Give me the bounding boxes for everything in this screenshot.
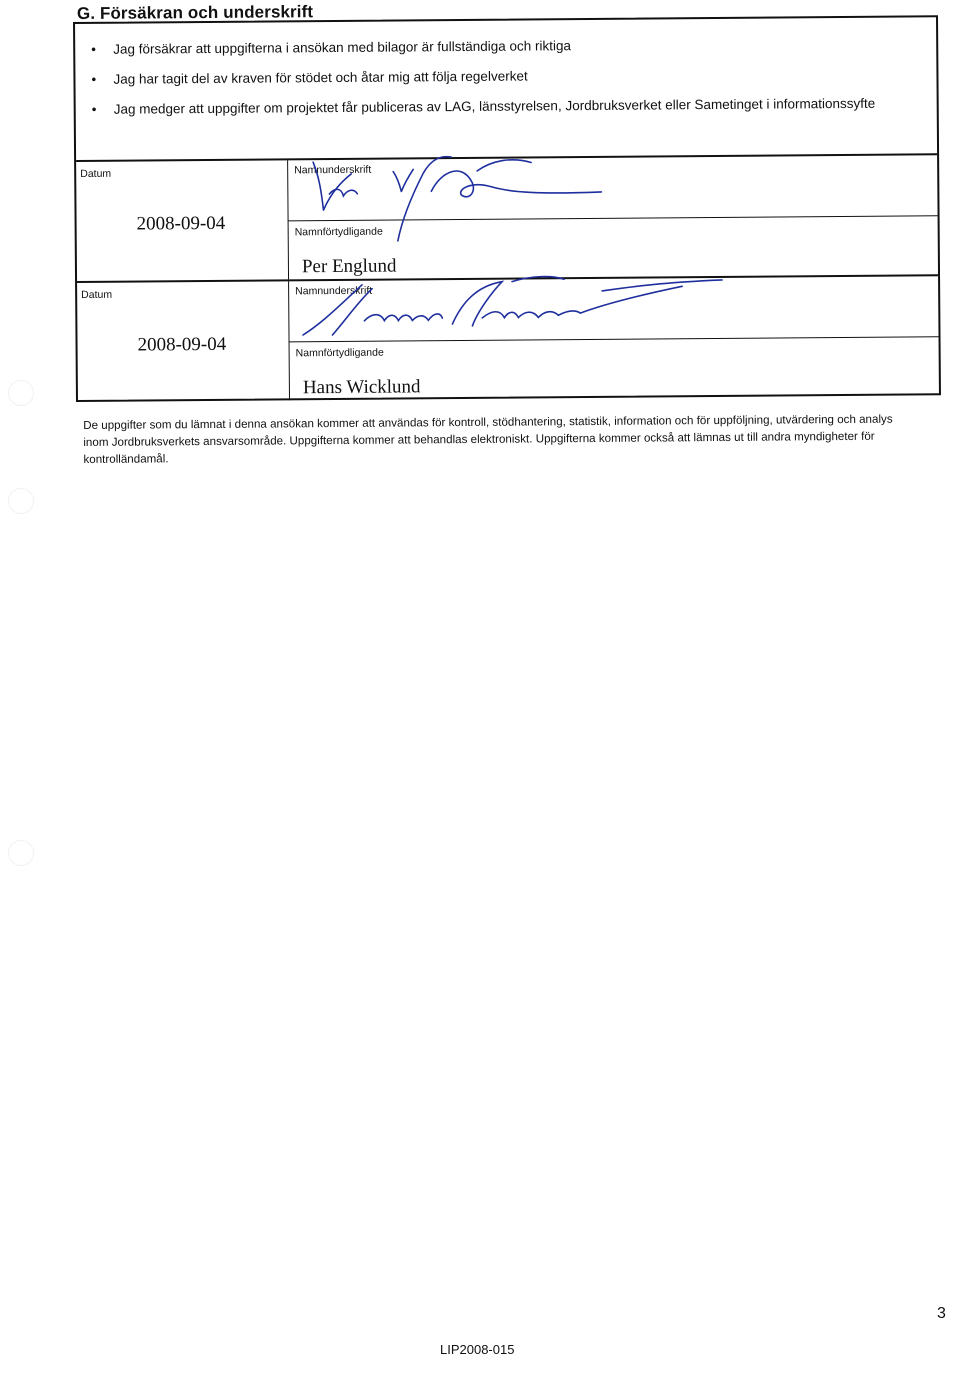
datum-label: Datum	[81, 288, 113, 301]
declaration-item	[91, 94, 906, 120]
declaration-item	[91, 64, 905, 90]
bullet-icon: •	[91, 71, 97, 87]
printed-name: Per Englund	[301, 255, 397, 278]
page-number: 3	[937, 1305, 946, 1322]
clarification-label: Namnförtydligande	[294, 225, 383, 239]
handwritten-signature-icon	[301, 148, 802, 242]
document-id: LIP2008-015	[440, 1342, 515, 1357]
declaration-text: Jag försäkrar att uppgifterna i ansökan med bilagor är fullständiga och riktiga	[113, 38, 572, 57]
signature-row	[76, 153, 938, 281]
handwritten-signature-icon	[302, 269, 803, 363]
declaration-box	[73, 15, 941, 402]
signature-row	[77, 274, 939, 402]
datum-label: Datum	[80, 167, 112, 181]
privacy-footnote: De uppgifter som du lämnat i denna ansökan kommer att användas för kontroll, stödhantering, statistik, information och för uppföljning, utvärdering och analys inom Jordbruksverkets ansvarsområde. Uppgifterna kommer att behandlas elektroniskt. Uppgifterna kommer också att lämnas ut till andra myndigheter för kontrolländamål.	[83, 412, 893, 466]
form-section	[0, 0, 960, 521]
declaration-list	[91, 34, 906, 130]
declaration-text: Jag medger att uppgifter om projektet får publiceras av LAG, länsstyrelsen, Jordbruksverket eller Sametinget i informationssyfte	[113, 95, 876, 117]
declaration-text: Jag har tagit del av kraven för stödet och åtar mig att följa regelverket	[113, 68, 528, 87]
date-value: 2008-09-04	[137, 333, 227, 356]
date-value: 2008-09-04	[136, 212, 226, 235]
signature-label: Namnunderskrift	[294, 163, 372, 177]
signature-label: Namnunderskrift	[295, 284, 373, 298]
declaration-item	[91, 34, 905, 60]
section-title: G. Försäkran och underskrift	[76, 2, 314, 24]
clarification-label: Namnförtydligande	[295, 346, 384, 360]
printed-name: Hans Wicklund	[302, 376, 421, 399]
bullet-icon: •	[91, 41, 97, 57]
punch-hole-mark	[8, 840, 34, 866]
bullet-icon: •	[91, 101, 97, 117]
